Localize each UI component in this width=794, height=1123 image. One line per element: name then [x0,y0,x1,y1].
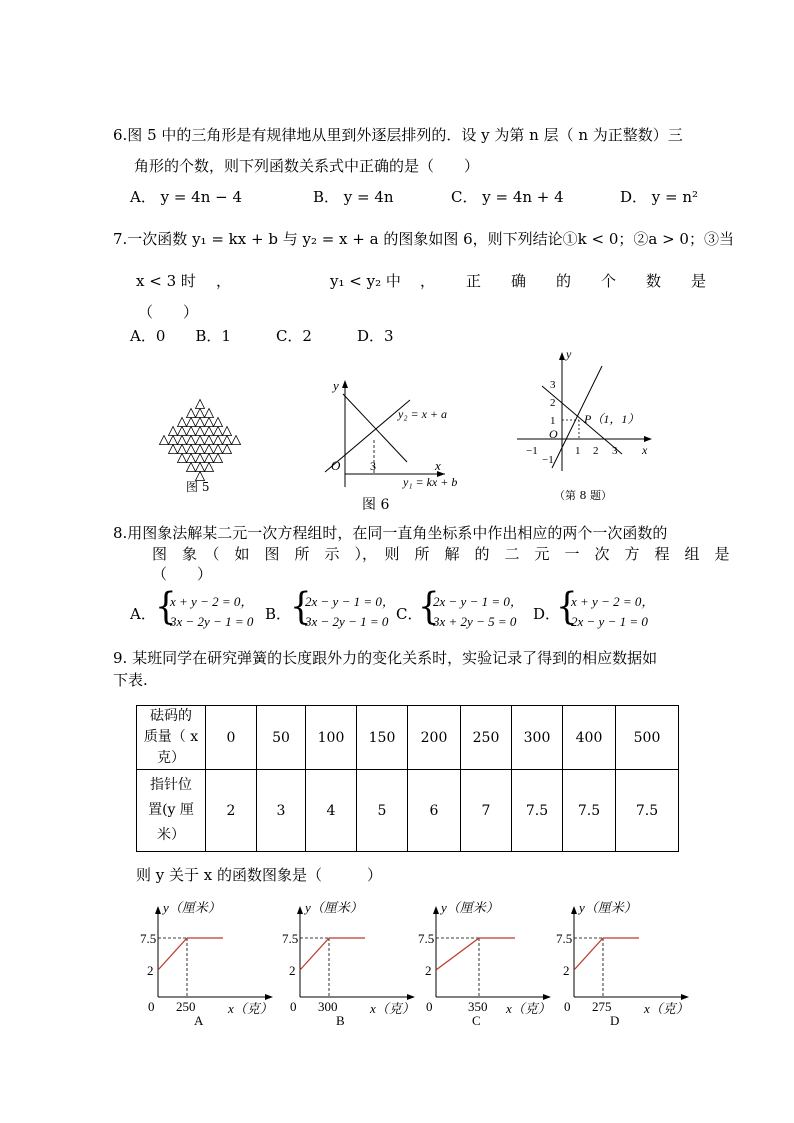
table-cell: 7 [461,770,512,852]
header-line: 指针位 [150,777,192,793]
graph-ystart: 2 [147,963,154,978]
triangle-mark [178,445,187,454]
q7-cond-y: y₁ < y₂ 中 [330,272,401,290]
q8-brace: { [556,585,578,629]
triangle-mark [214,427,223,436]
triangle-mark [169,427,178,436]
figure-5-caption: 图 5 [186,480,210,494]
graph-ytop: 7.5 [140,931,157,946]
table-cell: 5 [357,770,408,852]
fig6-origin: O [331,458,341,473]
triangle-mark [169,445,178,454]
graph-ystart: 2 [563,963,570,978]
triangle-mark [214,418,223,427]
header-line: 米） [157,827,185,843]
triangle-mark [187,409,196,418]
figure-6-caption: 图 6 [362,497,390,513]
triangle-mark [187,427,196,436]
table-cell: 7.5 [563,770,616,852]
q9-line1: 9. 某班同学在研究弹簧的长度跟外力的变化关系时，实验记录了得到的相应数据如 [113,649,658,667]
graph-origin: 0 [564,999,571,1014]
graph-letter: B [336,1013,345,1028]
fig6-label-x: x [435,458,441,473]
table-cell: 4 [306,770,357,852]
graph-ystart: 2 [289,963,296,978]
table-cell: 500 [616,706,679,770]
triangle-mark [196,454,205,463]
fig8-tick-y-3: 3 [550,379,556,391]
fig8-label-x: x [642,443,648,457]
graph-xbreak: 350 [468,999,488,1014]
triangle-mark [205,409,214,418]
triangle-mark [205,445,214,454]
triangle-mark [187,418,196,427]
table-cell: 250 [461,706,512,770]
graph-xbreak: 300 [318,999,338,1014]
fig6-line-y1 [343,394,407,462]
triangle-mark [196,418,205,427]
graph-origin: 0 [148,999,155,1014]
q8-line1: 8.用图象法解某二元一次方程组时，在同一直角坐标系中作出相应的两个一次函数的 [113,524,668,542]
answer-graph-d [556,898,706,1028]
triangle-mark [205,463,214,472]
graph-rise-segment [574,938,603,970]
triangle-mark [178,418,187,427]
triangle-mark [196,463,205,472]
table-cell: 200 [408,706,461,770]
q7-paren: （ ） [138,303,199,321]
q8-eq2: 2x − y − 1 = 0 [571,614,648,629]
triangle-mark [196,436,205,445]
triangle-mark [187,436,196,445]
graph-rise-segment [158,938,187,970]
q8-system [305,592,395,632]
table-row-position [137,770,679,852]
triangle-mark [196,427,205,436]
table-header-mass [137,706,206,770]
q6-option-c: C． y = 4n + 4 [451,188,564,206]
graph-origin: 0 [426,999,433,1014]
graph-letter: C [472,1013,481,1028]
q8-brace: { [155,585,177,629]
graph-xlabel: x（克） [644,1001,689,1016]
fig8-tick-y-neg1: −1 [542,454,554,466]
q6-option-b: B． y = 4n [313,188,394,206]
q8-system [571,592,654,632]
graph-ystart: 2 [425,963,432,978]
graph-rise-segment [436,938,479,970]
triangle-mark [187,463,196,472]
q8-eq2: 3x + 2y − 5 = 0 [433,614,517,629]
graph-ylabel: y（厘米） [579,900,637,915]
triangle-mark [214,445,223,454]
triangle-mark [205,436,214,445]
table-cell: 7.5 [512,770,563,852]
triangle-mark [187,454,196,463]
q6-line1: 6.图 5 中的三角形是有规律地从里到外逐层排列的．设 y 为第 n 层（ n 为正整数）三 [113,126,683,144]
q7-options: A．0 B．1 C．2 D．3 [130,327,394,345]
graph-ylabel: y（厘米） [163,900,221,915]
table-cell: 100 [306,706,357,770]
graph-xlabel: x（克） [370,1001,415,1016]
header-line: 质量（ x [143,729,199,745]
fig8-origin: O [549,427,558,441]
graph-ytop: 7.5 [556,931,573,946]
q8-paren: （ ） [152,565,213,583]
fig8-tick-x-2: 2 [593,445,599,457]
triangle-mark [196,445,205,454]
q7-comma1: ， [216,272,232,290]
triangle-mark [178,427,187,436]
fig8-tick-x-3: 3 [612,445,618,457]
triangle-mark [223,427,232,436]
figure-8 [512,346,662,481]
triangle-mark [214,436,223,445]
fig6-tick-3: 3 [370,459,376,473]
answer-graph-c [418,898,568,1028]
graph-xlabel: x（克） [228,1001,273,1016]
q8-eq1: 2x − y − 1 = 0， [433,594,523,609]
graph-letter: A [194,1013,204,1028]
fig6-label-line2: y₂ = x + a [398,407,448,421]
q8-option-letter: C． [396,605,423,623]
table-cell: 0 [206,706,257,770]
table-header-position [137,770,206,852]
graph-origin: 0 [290,999,297,1014]
q8-option-letter: A． [130,605,156,623]
fig6-label-line1: y₁ = kx + b [403,475,458,489]
q6-line2: 角形的个数，则下列函数关系式中正确的是（ ） [134,157,480,175]
q6-option-a: A． y = 4n − 4 [130,188,243,206]
fig6-label-y: y [333,378,339,393]
graph-ytop: 7.5 [418,931,435,946]
triangle-mark [214,454,223,463]
graph-xbreak: 275 [592,999,612,1014]
q7-comma2: ， [420,272,436,290]
q8-system [433,592,523,632]
table-cell: 2 [206,770,257,852]
fig8-tick-y-1: 1 [550,415,556,427]
q9-line2: 下表. [113,671,148,689]
graph-letter: D [610,1013,620,1028]
triangle-mark [223,436,232,445]
q8-eq2: 3x − 2y − 1 = 0 [305,614,389,629]
table-row-mass [137,706,679,770]
table-cell: 7.5 [616,770,679,852]
q7-count-text: 正 确 的 个 数 是 [466,272,707,290]
table-cell: 6 [408,770,461,852]
triangle-mark [196,409,205,418]
fig8-tick-x-neg1: −1 [526,445,538,457]
q8-brace: { [418,585,440,629]
triangle-mark [178,454,187,463]
table-cell: 150 [357,706,408,770]
q9-data-table [136,705,679,852]
fig8-label-y: y [566,347,572,361]
triangle-mark [232,436,241,445]
q8-brace: { [290,585,312,629]
q7-line1: 7.一次函数 y₁ = kx + b 与 y₂ = x + a 的图象如图 6，则下列结论①k < 0；②a > 0；③当 [113,230,734,248]
q8-line2: 图 象 （ 如 图 所 示 ）， 则 所 解 的 二 元 一 次 方 程 组 是 [152,545,730,563]
q8-eq1: x + y − 2 = 0， [170,594,254,609]
header-line: 克） [157,750,185,766]
graph-rise-segment [300,938,329,970]
header-line: 砝码的 [150,708,192,724]
table-cell: 3 [257,770,306,852]
triangle-mark [205,454,214,463]
fig8-tick-y-2: 2 [550,397,556,409]
triangle-mark [187,445,196,454]
figure-8-caption: （第 8 题） [554,489,612,502]
q8-system [170,592,253,632]
table-cell: 400 [563,706,616,770]
header-line: 置(y 厘 [148,802,194,818]
graph-xlabel: x（克） [506,1001,551,1016]
graph-ylabel: y（厘米） [441,900,499,915]
triangle-mark [178,436,187,445]
fig8-tick-x-1: 1 [575,445,581,457]
answer-graph-a [140,898,290,1028]
q6-option-d: D． y = n² [620,188,699,206]
triangle-mark [196,400,205,409]
table-cell: 50 [257,706,306,770]
graph-ylabel: y（厘米） [305,900,363,915]
q7-cond-x: x < 3 时 [136,272,196,290]
triangle-mark [205,418,214,427]
graph-xbreak: 250 [176,999,196,1014]
q9-question: 则 y 关于 x 的函数图象是（ ） [136,866,383,884]
triangle-mark [169,436,178,445]
q8-eq1: x + y − 2 = 0， [571,594,655,609]
q8-eq2: 3x − 2y − 1 = 0 [170,614,254,629]
fig8-point-p: P（1，1） [584,412,640,426]
table-cell: 300 [512,706,563,770]
graph-ytop: 7.5 [282,931,299,946]
answer-graph-b [282,898,435,1028]
triangle-mark [160,436,169,445]
figure-5 [155,398,245,488]
q8-eq1: 2x − y − 1 = 0， [305,594,395,609]
triangle-mark [205,427,214,436]
figure-6 [315,372,490,492]
q8-option-letter: B． [265,605,292,623]
triangle-mark [223,445,232,454]
q8-option-letter: D． [533,605,561,623]
